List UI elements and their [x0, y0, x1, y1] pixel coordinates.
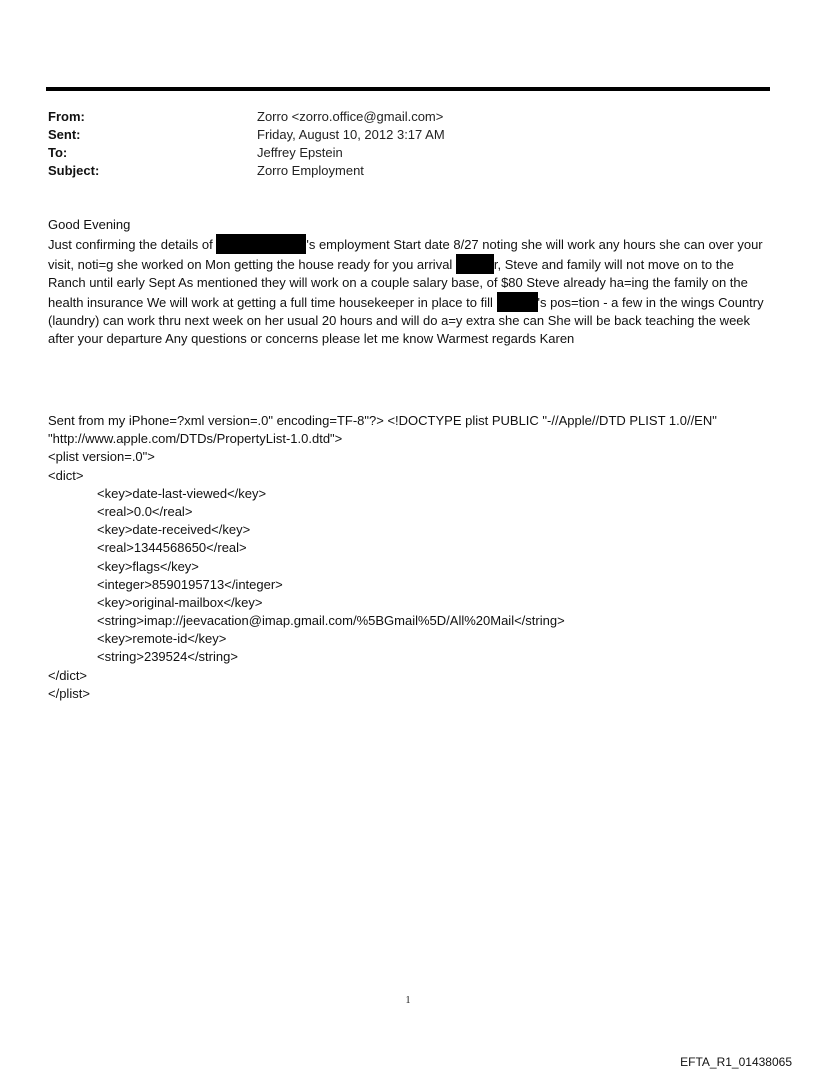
signature-line: "http://www.apple.com/DTDs/PropertyList-1.0.dtd"> [48, 431, 343, 447]
document-id: EFTA_R1_01438065 [680, 1055, 792, 1069]
sent-row [48, 126, 445, 144]
signature-line: <key>flags</key> [97, 558, 199, 574]
subject-value: Zorro Employment [257, 163, 364, 178]
signature-line: </plist> [48, 685, 90, 701]
message-text-3: r, Steve and family will not move on to the Ranch until early Sept As mentioned they will work on a couple salary base, of $80 Steve already ha=ing the family on the health insurance We will work at getting a full time housekeeper in place to fill [48, 257, 752, 310]
signature-line: <string>239524</string> [97, 649, 238, 665]
redaction-box [216, 234, 306, 254]
signature-line: <key>date-received</key> [97, 522, 251, 538]
header-divider [46, 87, 770, 91]
redaction-box [497, 292, 538, 312]
signature-line: <real>1344568650</real> [97, 540, 247, 556]
signature-block [48, 412, 717, 703]
to-row [48, 144, 445, 162]
signature-line: <key>date-last-viewed</key> [97, 485, 267, 501]
signature-line: <real>0.0</real> [97, 503, 193, 519]
signature-line: </dict> [48, 667, 88, 683]
message-text-2: 's employment Start date 8/27 noting she will work any hours she can over your visit, noti=g she worked on Mon getting the house ready for you arrival [48, 237, 767, 272]
subject-label: Subject: [48, 163, 100, 178]
page-number: 1 [405, 995, 411, 1006]
signature-line: <dict> [48, 467, 84, 483]
email-header [48, 108, 445, 180]
to-value: Jeffrey Epstein [257, 145, 343, 160]
from-label: From: [48, 109, 85, 124]
sent-label: Sent: [48, 127, 81, 142]
signature-line: <string>imap://jeevacation@imap.gmail.com/%5BGmail%5D/All%20Mail</string> [97, 613, 565, 629]
subject-row [48, 162, 445, 180]
to-label: To: [48, 145, 68, 160]
redaction-box [456, 254, 494, 274]
message-text-4: 's pos=tion - a few in the wings Country (laundry) can work thru next week on her usual 20 hours and will do a=y extra she can She will be back teaching the week after your departure Any questions or concerns please let me know Warmest regards Karen [48, 295, 768, 346]
message-text-1: Just confirming the details of [48, 237, 217, 252]
signature-line: <integer>8590195713</integer> [97, 576, 283, 592]
from-value: Zorro <zorro.office@gmail.com> [257, 109, 444, 124]
greeting: Good Evening [48, 217, 131, 232]
signature-line: <key>original-mailbox</key> [97, 594, 263, 610]
signature-line: <plist version=.0"> [48, 449, 155, 465]
sent-value: Friday, August 10, 2012 3:17 AM [257, 127, 445, 142]
signature-line: <key>remote-id</key> [97, 631, 227, 647]
signature-line: Sent from my iPhone=?xml version=.0" encoding=TF-8"?> <!DOCTYPE plist PUBLIC "-//Apple//DTD PLIST 1.0//EN" [48, 413, 717, 428]
message-paragraph [48, 234, 772, 348]
from-row [48, 108, 445, 126]
email-body [48, 216, 772, 348]
